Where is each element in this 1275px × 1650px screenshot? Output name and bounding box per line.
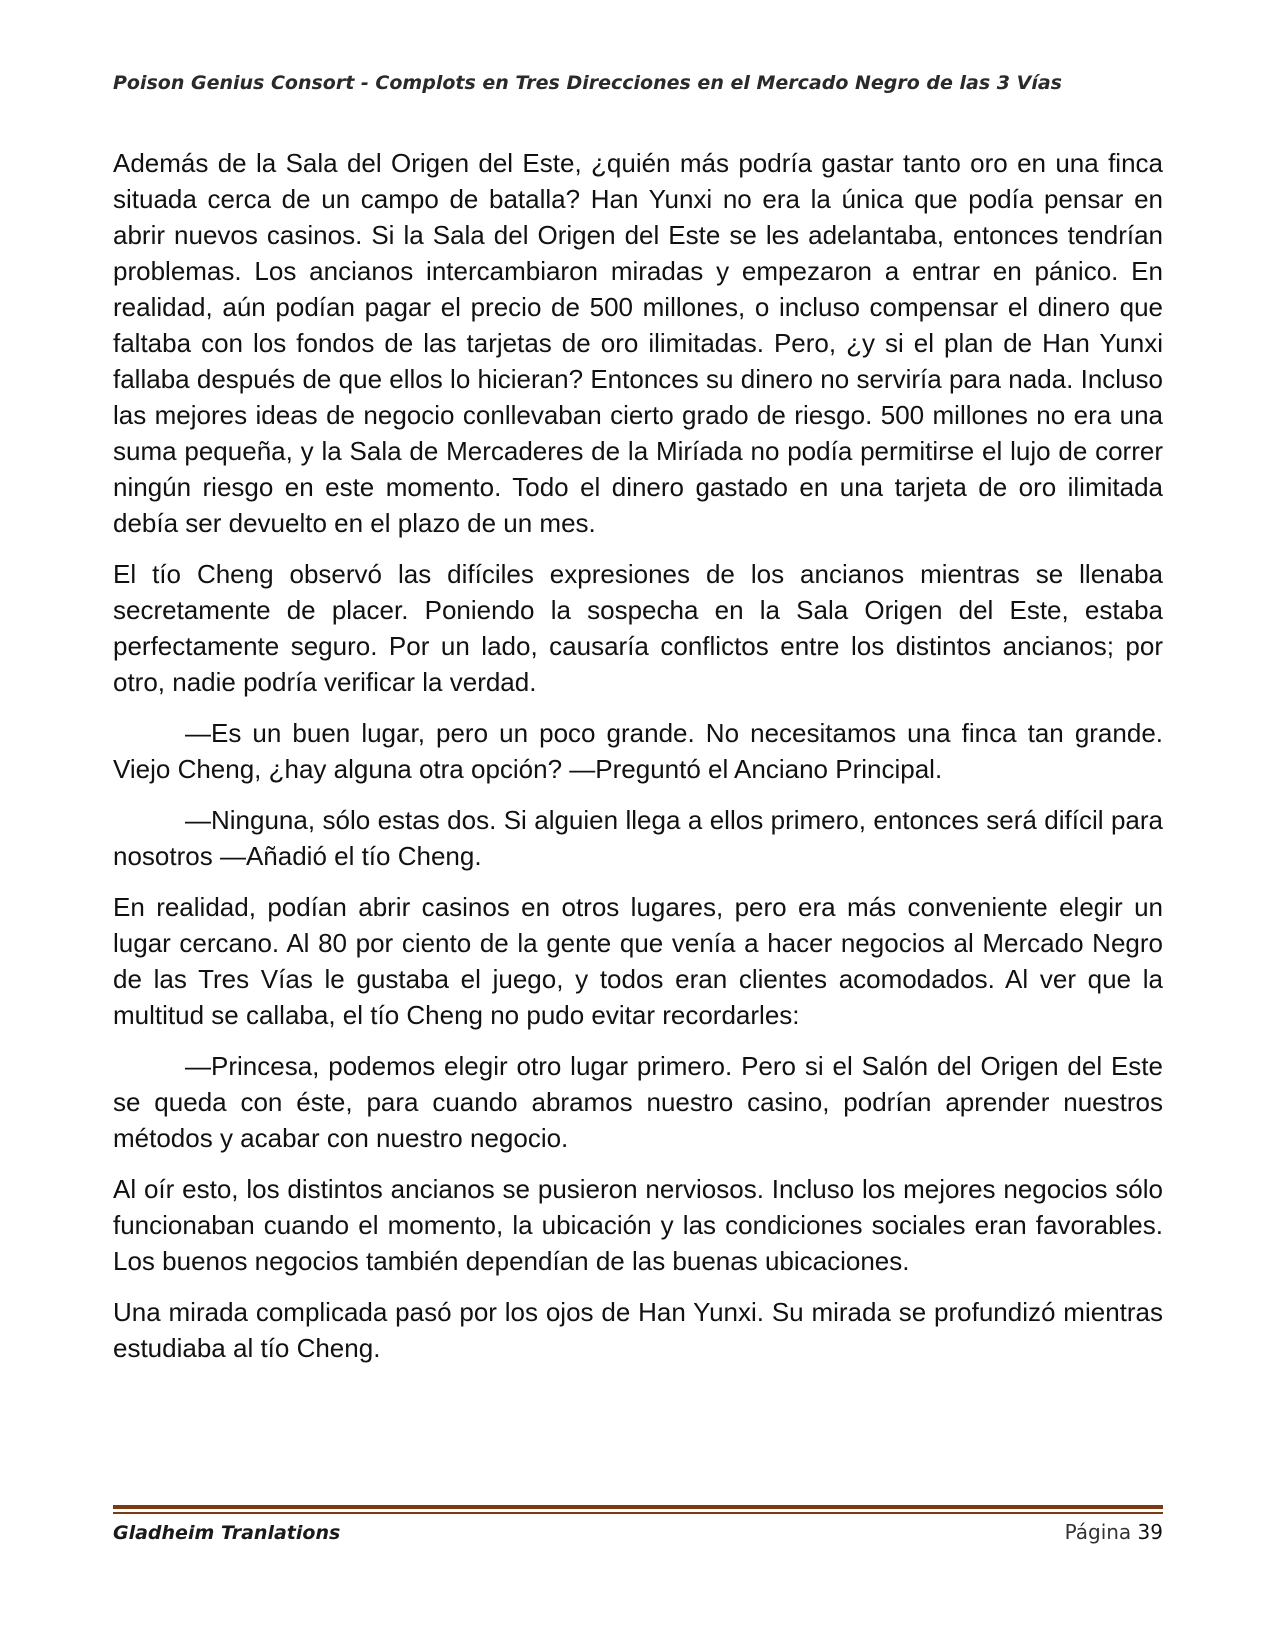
footer-credit: Gladheim Tranlations xyxy=(113,1522,341,1544)
footer-divider xyxy=(113,1505,1163,1509)
page-number xyxy=(1065,1520,1163,1544)
paragraph: Una mirada complicada pasó por los ojos de Han Yunxi. Su mirada se profundizó mientras estudiaba al tío Cheng. xyxy=(113,1297,1163,1363)
dialogue-paragraph: —Es un buen lugar, pero un poco grande. No necesitamos una finca tan grande. Viejo Cheng, ¿hay alguna otra opción? —Preguntó el Anciano Principal. xyxy=(113,718,1163,784)
page-label: Página xyxy=(1064,1520,1132,1544)
paragraph: El tío Cheng observó las difíciles expresiones de los ancianos mientras se llenaba secretamente de placer. Poniendo la sospecha en la Sala Origen del Este, estaba perfectamente seguro. Por un lado, causaría conflictos entre los distintos ancianos; por otro, nadie podría verificar la verdad. xyxy=(113,559,1163,697)
page-header: Poison Genius Consort - Complots en Tres Direcciones en el Mercado Negro de las 3 Vías xyxy=(113,72,1062,94)
paragraph: En realidad, podían abrir casinos en otros lugares, pero era más conveniente elegir un lugar cercano. Al 80 por ciento de la gente que venía a hacer negocios al Mercado Negro de las Tres Vías le gustaba el juego, y todos eran clientes acomodados. Al ver que la multitud se callaba, el tío Cheng no pudo evitar recordarles: xyxy=(113,892,1163,1030)
paragraph: Además de la Sala del Origen del Este, ¿quién más podría gastar tanto oro en una finca situada cerca de un campo de batalla? Han Yunxi no era la única que podía pensar en abrir nuevos casinos. Si la Sala del Origen del Este se les adelantaba, entonces tendrían problemas. Los ancianos intercambiaron miradas y empezaron a entrar en pánico. En realidad, aún podían pagar el precio de 500 millones, o incluso compensar el dinero que faltaba con los fondos de las tarjetas de oro ilimitadas. Pero, ¿y si el plan de Han Yunxi fallaba después de que ellos lo hicieran? Entonces su dinero no serviría para nada. Incluso las mejores ideas de negocio conllevaban cierto grado de riesgo. 500 millones no era una suma pequeña, y la Sala de Mercaderes de la Miríada no podía permitirse el lujo de correr ningún riesgo en este momento. Todo el dinero gastado en una tarjeta de oro ilimitada debía ser devuelto en el plazo de un mes. xyxy=(113,148,1163,538)
dialogue-paragraph: —Princesa, podemos elegir otro lugar primero. Pero si el Salón del Origen del Este se queda con éste, para cuando abramos nuestro casino, podrían aprender nuestros métodos y acabar con nuestro negocio. xyxy=(113,1051,1163,1153)
page-number-value: 39 xyxy=(1137,1520,1163,1544)
body-text xyxy=(113,145,1163,1381)
footer-divider-thin xyxy=(113,1512,1163,1514)
paragraph: Al oír esto, los distintos ancianos se pusieron nerviosos. Incluso los mejores negocios sólo funcionaban cuando el momento, la ubicación y las condiciones sociales eran favorables. Los buenos negocios también dependían de las buenas ubicaciones. xyxy=(113,1174,1163,1276)
dialogue-paragraph: —Ninguna, sólo estas dos. Si alguien llega a ellos primero, entonces será difícil para nosotros —Añadió el tío Cheng. xyxy=(113,805,1163,871)
